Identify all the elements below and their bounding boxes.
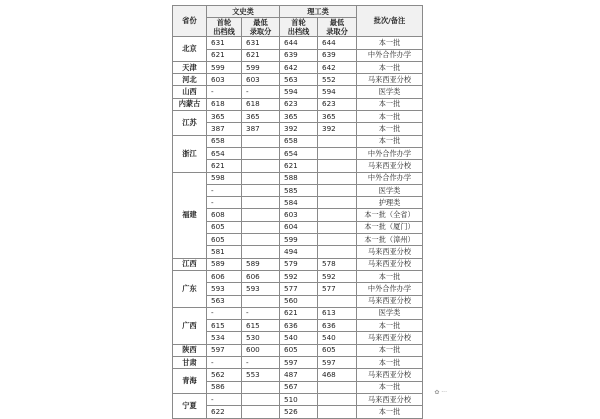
science-min-score-cell xyxy=(318,135,357,147)
science-min-score-cell: 365 xyxy=(318,111,357,123)
science-min-score-cell: 623 xyxy=(318,98,357,110)
table-row xyxy=(173,258,423,270)
science-min-score-cell: 644 xyxy=(318,37,357,49)
batch-note-cell: 本一批 xyxy=(357,111,423,123)
batch-note-cell: 本一批 xyxy=(357,61,423,73)
table-row xyxy=(173,184,423,196)
science-first-line-cell: 605 xyxy=(280,344,318,356)
science-min-score-cell xyxy=(318,381,357,393)
science-min-score-cell: 605 xyxy=(318,344,357,356)
header-row-1 xyxy=(173,6,423,18)
arts-first-line-cell: 631 xyxy=(207,37,242,49)
science-first-line-cell: 584 xyxy=(280,197,318,209)
arts-first-line-cell: 593 xyxy=(207,283,242,295)
batch-note-cell: 本一批（全省） xyxy=(357,209,423,221)
science-min-score-cell: 578 xyxy=(318,258,357,270)
arts-first-line-cell: 621 xyxy=(207,49,242,61)
table-row xyxy=(173,49,423,61)
batch-note-cell: 本一批 xyxy=(357,270,423,282)
table-row xyxy=(173,320,423,332)
science-first-line-cell: 592 xyxy=(280,270,318,282)
science-first-line-cell: 392 xyxy=(280,123,318,135)
science-min-score-cell: 592 xyxy=(318,270,357,282)
arts-first-line-cell: - xyxy=(207,393,242,405)
batch-notes-header: 批次/备注 xyxy=(357,6,423,37)
science-min-score-cell xyxy=(318,209,357,221)
batch-note-cell: 马来西亚分校 xyxy=(357,258,423,270)
science-group-header: 理工类 xyxy=(280,6,357,18)
science-first-line-cell: 604 xyxy=(280,221,318,233)
table-row xyxy=(173,357,423,369)
table-row xyxy=(173,147,423,159)
table-row xyxy=(173,86,423,98)
table-row xyxy=(173,406,423,418)
table-row xyxy=(173,246,423,258)
arts-first-line-cell: - xyxy=(207,184,242,196)
batch-note-cell: 马来西亚分校 xyxy=(357,160,423,172)
province-cell: 宁夏 xyxy=(173,393,207,418)
arts-first-line-cell: 365 xyxy=(207,111,242,123)
arts-min-score-cell: 530 xyxy=(242,332,280,344)
table-row xyxy=(173,160,423,172)
science-first-line-cell: 540 xyxy=(280,332,318,344)
table-row xyxy=(173,307,423,319)
table-row xyxy=(173,332,423,344)
province-cell: 山西 xyxy=(173,86,207,98)
science-min-score-cell: 642 xyxy=(318,61,357,73)
science-first-line-cell: 560 xyxy=(280,295,318,307)
province-cell: 青海 xyxy=(173,369,207,394)
arts-min-score-cell: 615 xyxy=(242,320,280,332)
table-row xyxy=(173,197,423,209)
science-first-line-cell: 603 xyxy=(280,209,318,221)
science-first-line-cell: 636 xyxy=(280,320,318,332)
province-cell: 河北 xyxy=(173,74,207,86)
table-row xyxy=(173,209,423,221)
arts-first-line-cell: 605 xyxy=(207,234,242,246)
table-row xyxy=(173,369,423,381)
arts-min-score-cell xyxy=(242,209,280,221)
arts-first-line-cell: 603 xyxy=(207,74,242,86)
table-row xyxy=(173,172,423,184)
arts-first-line-cell: 586 xyxy=(207,381,242,393)
batch-note-cell: 医学类 xyxy=(357,86,423,98)
arts-first-line-cell: 562 xyxy=(207,369,242,381)
arts-first-line-cell: - xyxy=(207,357,242,369)
arts-min-score-cell: 387 xyxy=(242,123,280,135)
batch-note-cell: 中外合作办学 xyxy=(357,49,423,61)
batch-note-cell: 中外合作办学 xyxy=(357,283,423,295)
arts-min-score-cell xyxy=(242,147,280,159)
score-table-body xyxy=(173,37,423,418)
province-cell: 广西 xyxy=(173,307,207,344)
science-min-score-cell xyxy=(318,406,357,418)
batch-note-cell: 护理类 xyxy=(357,197,423,209)
science-first-line-cell: 654 xyxy=(280,147,318,159)
science-min-score-cell: 597 xyxy=(318,357,357,369)
batch-note-cell: 医学类 xyxy=(357,184,423,196)
science-min-score-cell: 392 xyxy=(318,123,357,135)
batch-note-cell: 马来西亚分校 xyxy=(357,74,423,86)
arts-min-score-cell xyxy=(242,406,280,418)
batch-note-cell: 本一批 xyxy=(357,320,423,332)
batch-note-cell: 马来西亚分校 xyxy=(357,246,423,258)
arts-first-line-header: 首轮 出档线 xyxy=(207,18,242,37)
province-cell: 江苏 xyxy=(173,111,207,136)
science-first-line-cell: 597 xyxy=(280,357,318,369)
batch-note-cell: 本一批 xyxy=(357,123,423,135)
arts-first-line-cell: 621 xyxy=(207,160,242,172)
arts-first-line-cell: 658 xyxy=(207,135,242,147)
arts-min-score-cell xyxy=(242,135,280,147)
science-first-line-cell: 585 xyxy=(280,184,318,196)
science-first-line-cell: 577 xyxy=(280,283,318,295)
science-min-score-cell xyxy=(318,160,357,172)
arts-min-score-cell: 600 xyxy=(242,344,280,356)
batch-note-cell: 马来西亚分校 xyxy=(357,295,423,307)
province-cell: 陕西 xyxy=(173,344,207,356)
table-row xyxy=(173,234,423,246)
science-first-line-cell: 644 xyxy=(280,37,318,49)
arts-min-score-cell xyxy=(242,246,280,258)
science-first-line-cell: 658 xyxy=(280,135,318,147)
science-min-score-cell: 552 xyxy=(318,74,357,86)
table-row xyxy=(173,61,423,73)
science-first-line-cell: 526 xyxy=(280,406,318,418)
science-first-line-cell: 639 xyxy=(280,49,318,61)
watermark-logo: ✿ ··· xyxy=(434,389,447,396)
arts-min-score-cell xyxy=(242,160,280,172)
province-cell: 浙江 xyxy=(173,135,207,172)
arts-first-line-cell: 534 xyxy=(207,332,242,344)
arts-min-score-cell xyxy=(242,381,280,393)
arts-first-line-cell: 598 xyxy=(207,172,242,184)
science-min-score-cell xyxy=(318,295,357,307)
science-first-line-cell: 588 xyxy=(280,172,318,184)
table-row xyxy=(173,295,423,307)
science-first-line-cell: 642 xyxy=(280,61,318,73)
science-first-line-cell: 510 xyxy=(280,393,318,405)
table-row xyxy=(173,283,423,295)
arts-min-score-cell xyxy=(242,221,280,233)
province-cell: 江西 xyxy=(173,258,207,270)
science-min-score-cell: 577 xyxy=(318,283,357,295)
science-min-score-cell: 540 xyxy=(318,332,357,344)
science-min-score-cell: 613 xyxy=(318,307,357,319)
table-row xyxy=(173,37,423,49)
province-cell: 北京 xyxy=(173,37,207,62)
science-first-line-cell: 621 xyxy=(280,307,318,319)
arts-group-header: 文史类 xyxy=(207,6,280,18)
arts-first-line-cell: 581 xyxy=(207,246,242,258)
science-min-score-cell xyxy=(318,234,357,246)
province-header: 省份 xyxy=(173,6,207,37)
batch-note-cell: 本一批 xyxy=(357,37,423,49)
batch-note-cell: 本一批 xyxy=(357,357,423,369)
arts-first-line-cell: 387 xyxy=(207,123,242,135)
science-first-line-cell: 579 xyxy=(280,258,318,270)
science-first-line-cell: 567 xyxy=(280,381,318,393)
arts-min-score-cell: 621 xyxy=(242,49,280,61)
table-row xyxy=(173,221,423,233)
table-row xyxy=(173,135,423,147)
arts-first-line-cell: 597 xyxy=(207,344,242,356)
arts-min-score-cell: - xyxy=(242,307,280,319)
table-row xyxy=(173,74,423,86)
table-row xyxy=(173,123,423,135)
science-first-line-cell: 365 xyxy=(280,111,318,123)
arts-first-line-cell: 608 xyxy=(207,209,242,221)
arts-min-score-cell: 589 xyxy=(242,258,280,270)
science-min-score-cell: 468 xyxy=(318,369,357,381)
batch-note-cell: 马来西亚分校 xyxy=(357,393,423,405)
arts-first-line-cell: - xyxy=(207,86,242,98)
province-cell: 天津 xyxy=(173,61,207,73)
science-first-line-cell: 621 xyxy=(280,160,318,172)
batch-note-cell: 中外合作办学 xyxy=(357,172,423,184)
arts-min-score-cell: 603 xyxy=(242,74,280,86)
science-min-score-cell xyxy=(318,221,357,233)
science-first-line-cell: 494 xyxy=(280,246,318,258)
batch-note-cell: 中外合作办学 xyxy=(357,147,423,159)
arts-min-score-cell: 599 xyxy=(242,61,280,73)
science-min-score-header: 最低 录取分 xyxy=(318,18,357,37)
science-min-score-cell xyxy=(318,184,357,196)
batch-note-cell: 本一批 xyxy=(357,135,423,147)
arts-min-score-cell xyxy=(242,234,280,246)
table-row xyxy=(173,98,423,110)
arts-min-score-cell: 631 xyxy=(242,37,280,49)
science-first-line-header: 首轮 出档线 xyxy=(280,18,318,37)
arts-first-line-cell: 605 xyxy=(207,221,242,233)
arts-first-line-cell: - xyxy=(207,307,242,319)
arts-first-line-cell: 606 xyxy=(207,270,242,282)
arts-first-line-cell: - xyxy=(207,197,242,209)
science-min-score-cell: 636 xyxy=(318,320,357,332)
arts-min-score-cell: 365 xyxy=(242,111,280,123)
arts-first-line-cell: 618 xyxy=(207,98,242,110)
province-cell: 内蒙古 xyxy=(173,98,207,110)
arts-min-score-cell: - xyxy=(242,357,280,369)
science-min-score-cell xyxy=(318,172,357,184)
batch-note-cell: 本一批 xyxy=(357,344,423,356)
batch-note-cell: 本一批（漳州） xyxy=(357,234,423,246)
arts-first-line-cell: 615 xyxy=(207,320,242,332)
arts-first-line-cell: 599 xyxy=(207,61,242,73)
arts-min-score-header: 最低 录取分 xyxy=(242,18,280,37)
batch-note-cell: 本一批 xyxy=(357,406,423,418)
province-cell: 广东 xyxy=(173,270,207,307)
science-min-score-cell xyxy=(318,246,357,258)
table-row xyxy=(173,381,423,393)
science-first-line-cell: 563 xyxy=(280,74,318,86)
province-cell: 甘肃 xyxy=(173,357,207,369)
science-min-score-cell: 639 xyxy=(318,49,357,61)
batch-note-cell: 马来西亚分校 xyxy=(357,332,423,344)
arts-first-line-cell: 563 xyxy=(207,295,242,307)
batch-note-cell: 马来西亚分校 xyxy=(357,369,423,381)
batch-note-cell: 本一批 xyxy=(357,381,423,393)
batch-note-cell: 医学类 xyxy=(357,307,423,319)
table-row xyxy=(173,344,423,356)
science-first-line-cell: 599 xyxy=(280,234,318,246)
arts-first-line-cell: 654 xyxy=(207,147,242,159)
batch-note-cell: 本一批（厦门） xyxy=(357,221,423,233)
arts-first-line-cell: 622 xyxy=(207,406,242,418)
arts-min-score-cell: 618 xyxy=(242,98,280,110)
science-min-score-cell xyxy=(318,147,357,159)
table-row xyxy=(173,270,423,282)
batch-note-cell: 本一批 xyxy=(357,98,423,110)
table-row xyxy=(173,111,423,123)
admission-score-table xyxy=(172,5,423,419)
science-first-line-cell: 487 xyxy=(280,369,318,381)
arts-min-score-cell xyxy=(242,295,280,307)
arts-first-line-cell: 589 xyxy=(207,258,242,270)
science-min-score-cell: 594 xyxy=(318,86,357,98)
arts-min-score-cell: - xyxy=(242,86,280,98)
arts-min-score-cell xyxy=(242,172,280,184)
arts-min-score-cell xyxy=(242,184,280,196)
province-cell: 福建 xyxy=(173,172,207,258)
arts-min-score-cell xyxy=(242,197,280,209)
science-min-score-cell xyxy=(318,197,357,209)
arts-min-score-cell: 553 xyxy=(242,369,280,381)
arts-min-score-cell: 593 xyxy=(242,283,280,295)
science-first-line-cell: 594 xyxy=(280,86,318,98)
arts-min-score-cell: 606 xyxy=(242,270,280,282)
science-first-line-cell: 623 xyxy=(280,98,318,110)
